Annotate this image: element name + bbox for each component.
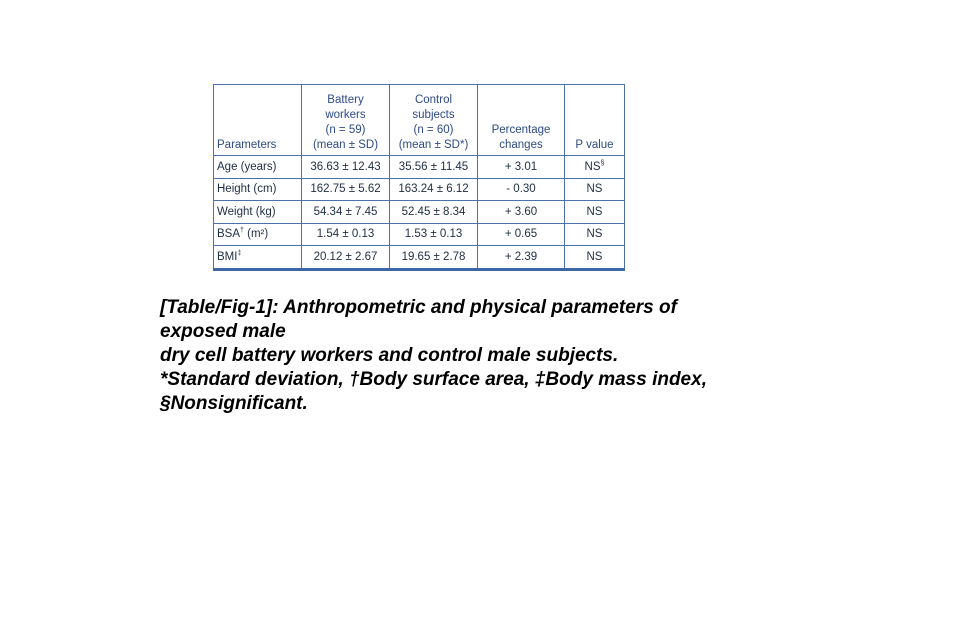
cell-control: 35.56 ± 11.45 [390, 156, 478, 179]
table-header-row [214, 85, 625, 156]
cell-parameter: Age (years) [214, 156, 302, 179]
cell-parameter: Weight (kg) [214, 201, 302, 224]
caption-line: exposed male [160, 321, 286, 342]
cell-battery: 1.54 ± 0.13 [302, 223, 390, 246]
cell-change: + 3.01 [478, 156, 565, 179]
cell-battery: 54.34 ± 7.45 [302, 201, 390, 224]
cell-p-value: NS§ [565, 156, 625, 179]
table-row [214, 178, 625, 201]
cell-battery: 162.75 ± 5.62 [302, 178, 390, 201]
header-control-subjects: Control subjects (n = 60) (mean ± SD*) [390, 85, 478, 156]
cell-change: + 0.65 [478, 223, 565, 246]
cell-change: - 0.30 [478, 178, 565, 201]
table-row [214, 246, 625, 270]
cell-control: 163.24 ± 6.12 [390, 178, 478, 201]
cell-p-value: NS [565, 201, 625, 224]
cell-control: 19.65 ± 2.78 [390, 246, 478, 270]
cell-parameter: BMI‡ [214, 246, 302, 270]
header-p-value: P value [565, 85, 625, 156]
cell-p-value: NS [565, 223, 625, 246]
data-table [213, 84, 624, 271]
caption-line: dry cell battery workers and control male subjects. [160, 345, 619, 366]
cell-p-value: NS [565, 246, 625, 270]
header-parameters: Parameters [214, 85, 302, 156]
table-row [214, 201, 625, 224]
cell-parameter: BSA† (m²) [214, 223, 302, 246]
cell-parameter: Height (cm) [214, 178, 302, 201]
cell-battery: 36.63 ± 12.43 [302, 156, 390, 179]
caption-line: [Table/Fig-1]: Anthropometric and physical parameters of [160, 297, 677, 318]
table-row [214, 156, 625, 179]
cell-change: + 2.39 [478, 246, 565, 270]
table-caption [160, 296, 800, 416]
cell-control: 1.53 ± 0.13 [390, 223, 478, 246]
header-percentage-changes: Percentage changes [478, 85, 565, 156]
table-row [214, 223, 625, 246]
caption-line: *Standard deviation, †Body surface area, ‡Body mass index, [160, 369, 707, 390]
anthropometric-table [213, 84, 625, 271]
header-battery-workers: Battery workers (n = 59) (mean ± SD) [302, 85, 390, 156]
caption-line: §Nonsignificant. [160, 393, 308, 414]
cell-control: 52.45 ± 8.34 [390, 201, 478, 224]
cell-p-value: NS [565, 178, 625, 201]
cell-change: + 3.60 [478, 201, 565, 224]
cell-battery: 20.12 ± 2.67 [302, 246, 390, 270]
